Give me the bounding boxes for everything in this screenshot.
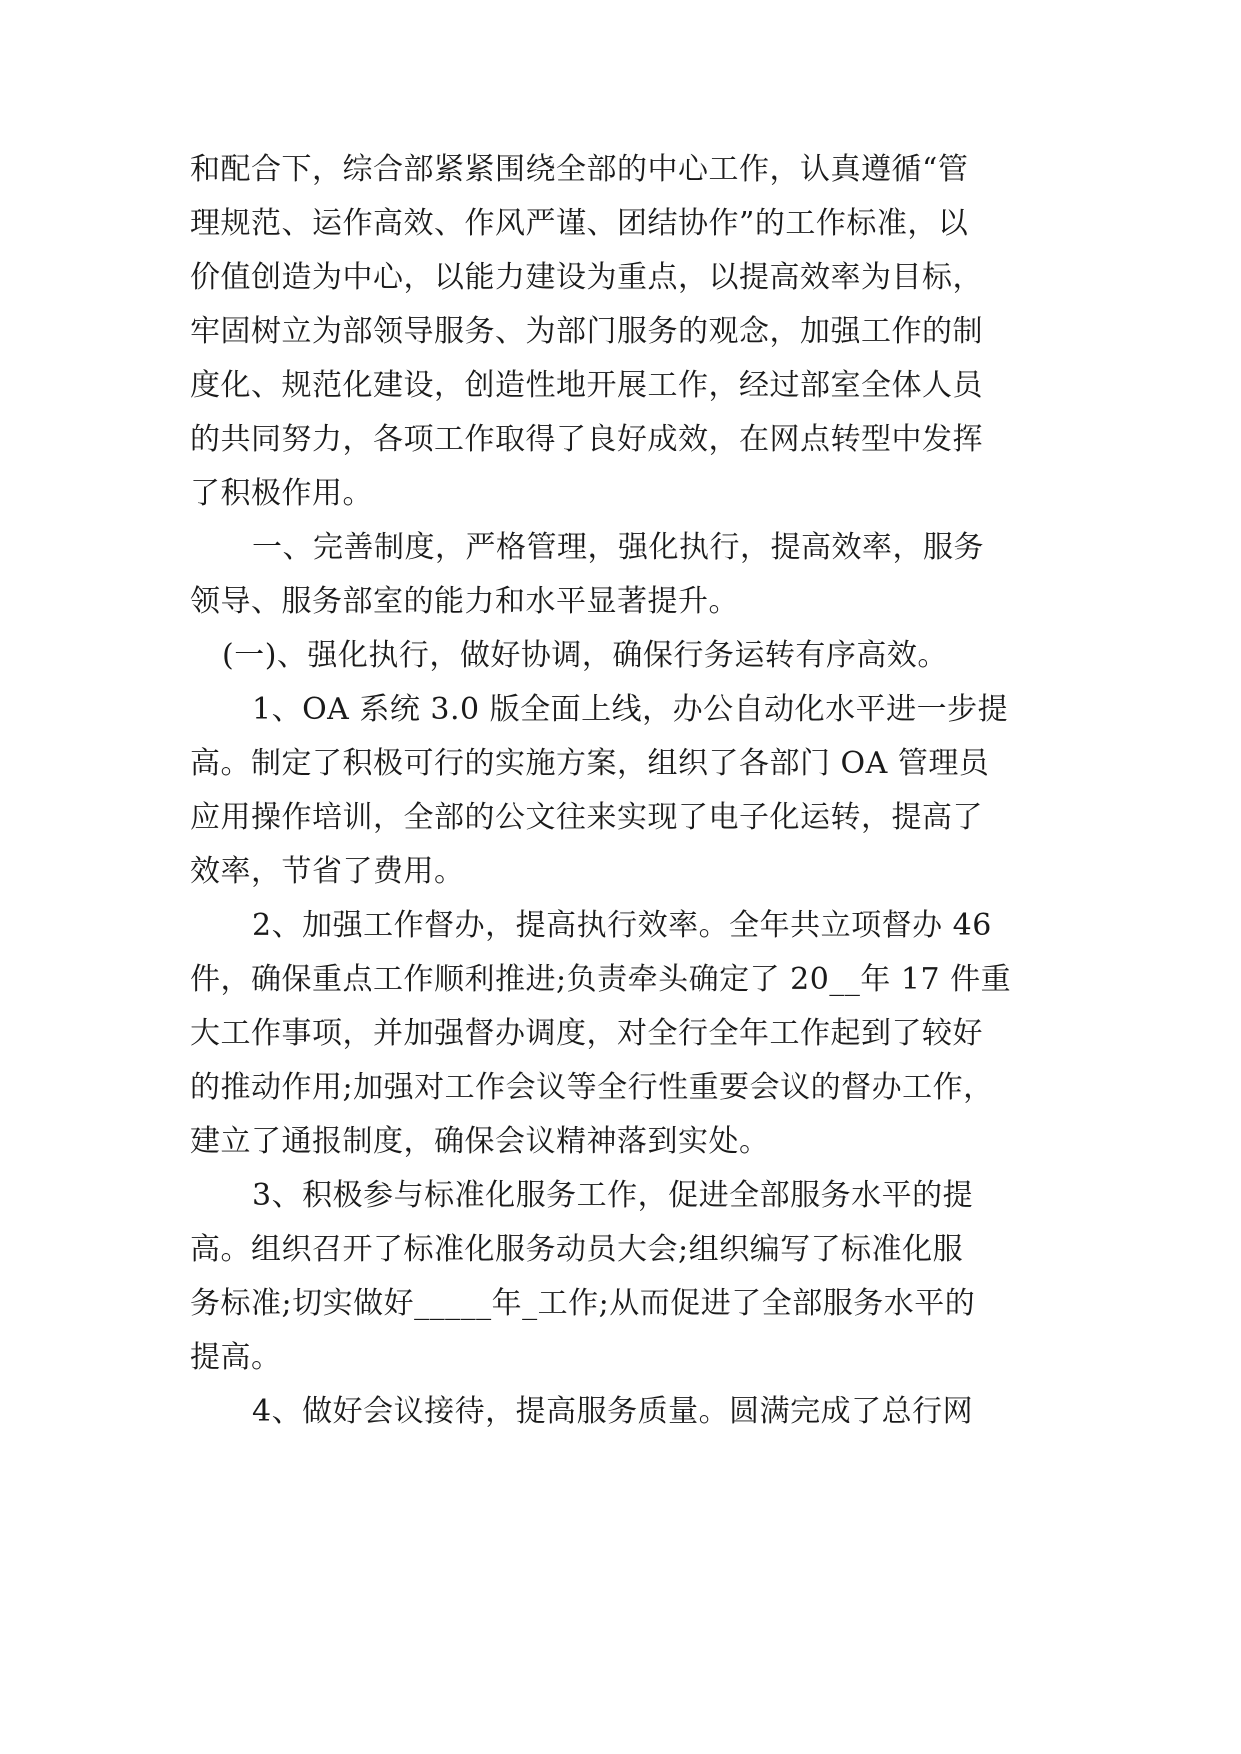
text-line: 价值创造为中心，以能力建设为重点，以提高效率为目标，	[190, 260, 983, 295]
text-line: 务标准;切实做好_____年_工作;从而促进了全部服务水平的	[190, 1286, 976, 1321]
text-line: 2、加强工作督办，提高执行效率。全年共立项督办 46	[252, 908, 992, 943]
text-line: 牢固树立为部领导服务、为部门服务的观念，加强工作的制	[190, 314, 983, 349]
text-line: 建立了通报制度，确保会议精神落到实处。	[190, 1124, 770, 1159]
section-heading: 一、完善制度，严格管理，强化执行，提高效率，服务	[252, 530, 984, 565]
text-line: 高。组织召开了标准化服务动员大会;组织编写了标准化服	[190, 1232, 964, 1267]
text-line: 的共同努力，各项工作取得了良好成效，在网点转型中发挥	[190, 422, 983, 457]
text-line: 和配合下，综合部紧紧围绕全部的中心工作，认真遵循“管	[190, 152, 969, 187]
text-line: 效率，节省了费用。	[190, 854, 465, 889]
text-line: 理规范、运作高效、作风严谨、团结协作”的工作标准，以	[190, 206, 969, 241]
text-line: 度化、规范化建设，创造性地开展工作，经过部室全体人员	[190, 368, 983, 403]
text-line: 高。制定了积极可行的实施方案，组织了各部门 OA 管理员	[190, 746, 990, 781]
text-line: 件，确保重点工作顺利推进;负责牵头确定了 20__年 17 件重	[190, 962, 1012, 997]
text-line: 领导、服务部室的能力和水平显著提升。	[190, 584, 739, 619]
text-line: 应用操作培训，全部的公文往来实现了电子化运转，提高了	[190, 800, 983, 835]
subsection-heading: (一)、强化执行，做好协调，确保行务运转有序高效。	[222, 638, 948, 673]
text-line: 4、做好会议接待，提高服务质量。圆满完成了总行网	[252, 1394, 974, 1429]
text-line: 3、积极参与标准化服务工作，促进全部服务水平的提	[252, 1178, 974, 1213]
text-line: 大工作事项，并加强督办调度，对全行全年工作起到了较好	[190, 1016, 983, 1051]
text-line: 的推动作用;加强对工作会议等全行性重要会议的督办工作，	[190, 1070, 994, 1105]
text-line: 提高。	[190, 1340, 282, 1375]
text-line: 1、OA 系统 3.0 版全面上线，办公自动化水平进一步提	[252, 692, 1009, 727]
text-line: 了积极作用。	[190, 476, 373, 511]
